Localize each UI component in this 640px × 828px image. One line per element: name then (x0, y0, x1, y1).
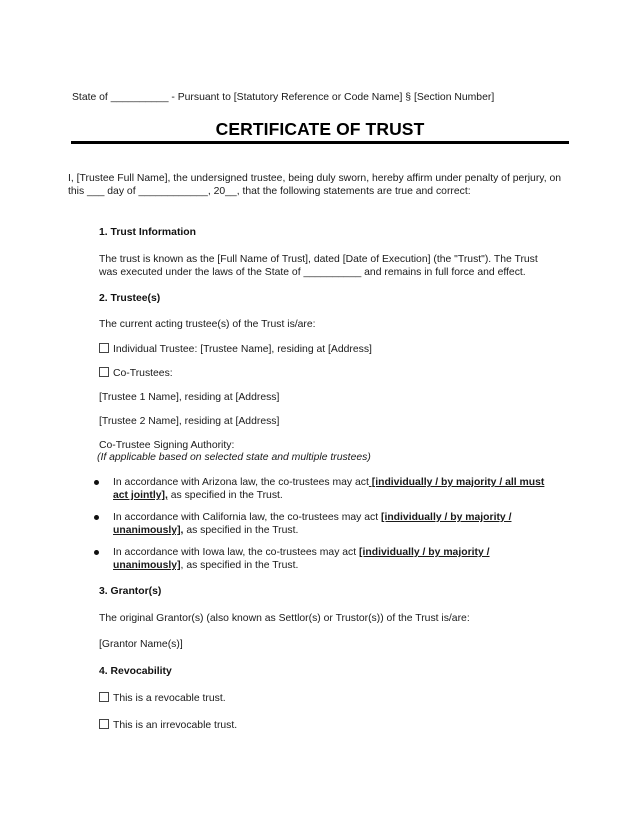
section-heading-grantors: 3. Grantor(s) (99, 586, 162, 597)
grantor-names: [Grantor Name(s)] (99, 639, 183, 650)
bullet-icon (94, 515, 99, 520)
authority-options: [individually / by majority / (380, 512, 512, 523)
checkbox-icon[interactable] (99, 367, 109, 377)
co-trustee-1: [Trustee 1 Name], residing at [Address] (99, 392, 280, 403)
grantors-intro: The original Grantor(s) (also known as Settlor(s) or Trustor(s)) of the Trust is/are: (99, 613, 470, 624)
title-divider (71, 141, 569, 144)
section-heading-revocability: 4. Revocability (99, 666, 172, 677)
intro-line-1: I, [Trustee Full Name], the undersigned trustee, being duly sworn, hereby affirm under penalty of perjury, on (68, 173, 562, 184)
checkbox-icon[interactable] (99, 692, 109, 702)
option-individual-trustee[interactable] (99, 343, 372, 356)
authority-options: [individually / by majority / (359, 547, 490, 558)
signing-authority-note: (If applicable based on selected state and multiple trustees) (97, 452, 371, 463)
co-trustee-2: [Trustee 2 Name], residing at [Address] (99, 416, 280, 427)
option-label: This is a revocable trust. (113, 693, 226, 704)
signing-authority-label: Co-Trustee Signing Authority: (99, 440, 235, 451)
section-heading-trustees: 2. Trustee(s) (99, 293, 161, 304)
trust-information-paragraph (99, 253, 538, 279)
intro-line-2: this ___ day of ____________, 20__, that the following statements are true and correct: (68, 186, 471, 197)
checkbox-icon[interactable] (99, 343, 109, 353)
checkbox-icon[interactable] (99, 719, 109, 729)
bullet-icon (94, 550, 99, 555)
bullet-icon (94, 480, 99, 485)
state-statute-line: State of __________ - Pursuant to [Statutory Reference or Code Name] § [Section Number] (72, 92, 495, 103)
option-co-trustees[interactable] (99, 367, 173, 380)
authority-options-cont: unanimously] (113, 560, 181, 571)
option-revocable[interactable] (99, 692, 226, 705)
authority-options: [individually / by majority / all must (368, 477, 545, 488)
section-heading-trust-information: 1. Trust Information (99, 227, 196, 238)
document-title: CERTIFICATE OF TRUST (215, 119, 425, 139)
authority-options-cont: unanimously], (113, 525, 184, 536)
option-label: Individual Trustee: [Trustee Name], residing at [Address] (113, 344, 372, 355)
bullet-arizona: In accordance with Arizona law, the co-trustees may act [individually / by majority / all must act jointly], as specified in the Trust. (113, 477, 545, 501)
option-irrevocable[interactable] (99, 719, 237, 732)
trust-info-line-1: The trust is known as the [Full Name of Trust], dated [Date of Execution] (the "Trust"). The Trust (99, 254, 538, 265)
trust-info-line-2: was executed under the laws of the State of __________ and remains in full force and effect. (99, 267, 526, 278)
option-label: Co-Trustees: (113, 368, 173, 379)
authority-options-cont: act jointly], (113, 490, 168, 501)
option-label: This is an irrevocable trust. (113, 720, 238, 731)
trustees-intro: The current acting trustee(s) of the Trust is/are: (99, 319, 316, 330)
bullet-iowa: In accordance with Iowa law, the co-trustees may act [individually / by majority / unanimously], as specified in the Trust. (113, 547, 490, 571)
intro-paragraph (68, 172, 561, 198)
bullet-california: In accordance with California law, the co-trustees may act [individually / by majority / unanimously], as specified in the Trust. (113, 512, 512, 536)
